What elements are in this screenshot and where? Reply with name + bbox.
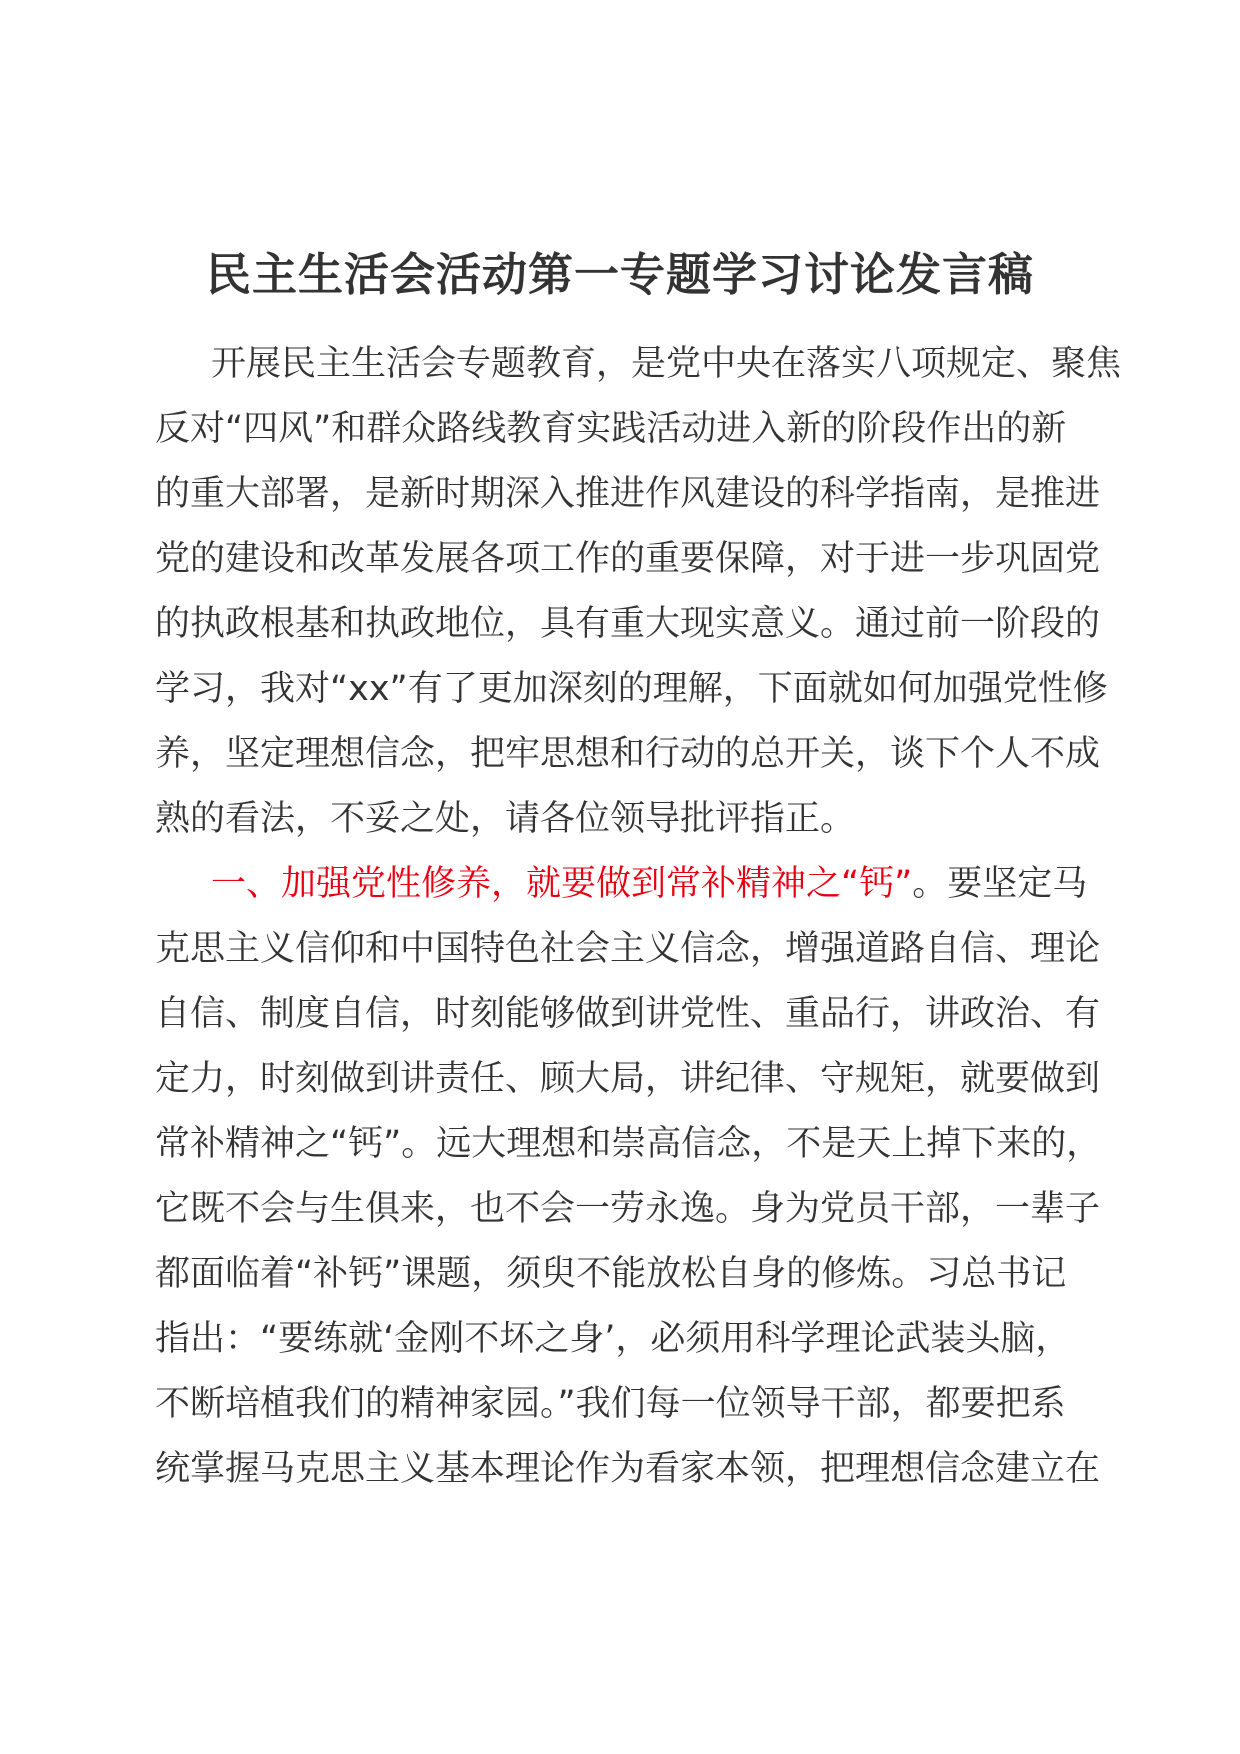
- page-title: 民主生活会活动第一专题学习讨论发言稿: [205, 248, 1034, 301]
- paragraph-line: 克思主义信仰和中国特色社会主义信念，增强道路自信、理论: [155, 929, 1101, 969]
- paragraph-line: 不断培植我们的精神家园。”我们每一位领导干部，都要把系: [155, 1384, 1066, 1424]
- paragraph-line: 党的建设和改革发展各项工作的重要保障，对于进一步巩固党: [155, 539, 1101, 579]
- section-heading: 一、加强党性修养，就要做到常补精神之“钙”: [211, 864, 913, 904]
- paragraph-line: 常补精神之“钙”。远大理想和崇高信念，不是天上掉下来的，: [155, 1124, 1102, 1164]
- paragraph-line: 的执政根基和执政地位，具有重大现实意义。通过前一阶段的: [155, 604, 1101, 644]
- paragraph-1: [155, 332, 1122, 852]
- paragraph-line: 指出：“要练就‘金刚不坏之身’，必须用科学理论武装头脑，: [155, 1319, 1071, 1359]
- paragraph-line: 自信、制度自信，时刻能够做到讲党性、重品行，讲政治、有: [155, 994, 1101, 1034]
- paragraph-line: 都面临着“补钙”课题，须臾不能放松自身的修炼。习总书记: [155, 1254, 1067, 1294]
- paragraph-line: 熟的看法，不妥之处，请各位领导批评指正。: [155, 799, 856, 839]
- paragraph-line: 它既不会与生俱来，也不会一劳永逸。身为党员干部，一辈子: [155, 1189, 1101, 1229]
- document-body: [155, 332, 1122, 1502]
- paragraph-text: 。要坚定马: [912, 864, 1088, 904]
- paragraph-2: [155, 852, 1102, 1502]
- paragraph-line: 养，坚定理想信念，把牢思想和行动的总开关，谈下个人不成: [155, 734, 1101, 774]
- paragraph-line: 开展民主生活会专题教育，是党中央在落实八项规定、聚焦: [211, 344, 1122, 384]
- paragraph-line: 定力，时刻做到讲责任、顾大局，讲纪律、守规矩，就要做到: [155, 1059, 1101, 1099]
- paragraph-line: 统掌握马克思主义基本理论作为看家本领，把理想信念建立在: [155, 1449, 1101, 1489]
- paragraph-line: 反对“四风”和群众路线教育实践活动进入新的阶段作出的新: [155, 409, 1067, 449]
- paragraph-line: 的重大部署，是新时期深入推进作风建设的科学指南，是推进: [155, 474, 1101, 514]
- paragraph-line: 学习，我对“xx”有了更加深刻的理解，下面就如何加强党性修: [155, 669, 1108, 709]
- paragraph-first-line: [155, 852, 1088, 917]
